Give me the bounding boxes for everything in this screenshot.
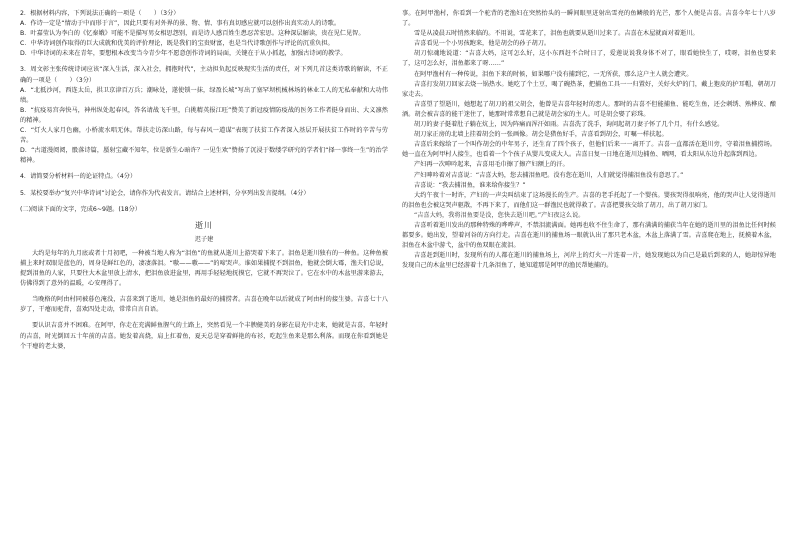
- story-paragraph: 当晚格的阿由村同被暮色淹没，吉喜来到了逝川，她是泪鱼的最好的捕捞者。吉喜在晚年以后就成了阿由村的接生婆。吉喜七十八岁了，干瘪而驼背，喜欢四处走动，常常自言自语。: [20, 296, 388, 314]
- story-paragraph: 事。在阿甲渔村，你看到一个驼背的老渔妇在突然抬头的一瞬间眼里迸射出雪亮的鱼鳞般的光芒，那个人便是吉喜。吉喜今年七十八岁了。: [402, 10, 776, 28]
- question-2-option-d: D．中华诗词的未来在青年，要想根本改变当今青少年不愿意创作诗词的局面，关键在于从小抓起，加强古诗词的教学。: [20, 50, 347, 58]
- story-author: 迟子建: [194, 235, 214, 243]
- story-paragraph: 吉喜看见一个小男孩跑来，他是胡会的孙子胡刀。: [414, 40, 551, 48]
- question-3-option-c: C．“灯火人家月色幽，小桥流水唱无休。帮扶走访深山路，每与春风一道谋”表现了扶贫工作者深入基层开展扶贫工作时的辛苦与劳苦。: [20, 127, 388, 145]
- story-paragraph: 大约是每年的九月底或者十月初吧，一种被当地人称为“泪鱼”的鱼就从逝川上游哭着下来了。泪鱼是逝川独有的一种鱼。这种鱼被捕上来时双眼是蓝色的，周身是鲜红色的，凄凄落泪。“嗷——嗷——”的啼哭声。谁如果捕捉不到泪鱼，他就会倒大霉，渔夫们总说，捉到泪鱼的人家，只要往大木盆里放上清水，把泪鱼放进盆里，再用手轻轻地抚摸它，它就不再哭泣了。它在水中的木盆里游来游去，仿佛得到了意外的温暖，心安理得了。: [20, 249, 388, 288]
- story-paragraph: 胡刀惊魂地说道：“吉喜大妈，这可怎么好，这小东西赶不合时日了，爱莲说说我身体不对了，眼看她快生了，哎呀，泪鱼也要来了，这可怎么好，泪鱼都来了呀……”: [402, 50, 776, 68]
- story-paragraph: 在阿甲渔村有一种传说，泪鱼下来的时候，如果哪户没有捕到它，一无所获，那么这户主人就会遭灾。: [414, 70, 693, 78]
- question-3-stem: 3．周文彰主张传统诗词应该“深入生活，深入社会，拥抱时代”，主动担负起反映现实生活的责任，对下列几首这类诗歌的解读，不正确的一项是（ ）（3分）: [20, 66, 388, 84]
- question-3-option-a: A．“北抵沙河，西连太岳，拱卫京津百万兵；潮咏处，遂使锁一抹，绿盈长城”写出了塞罕坝机械林场的林业工人的无私奉献和大功伟绩。: [20, 86, 388, 104]
- story-paragraph: 吉喜听着逝川发出的那种特殊的哗哗声，不禁泪流满面。她再也收不住生命了，那有满满的捕获当年在她的逝川里的泪鱼比任何时候都要多。她出发，望着河谷的方向行走。吉喜在逝川的捕鱼场一眼就认出了那只老木盆，木盆上落满了雪。吉喜爬在地上，抚摸着木盆，泪鱼在木盆中游弋，盆中的鱼双眼在流泪。: [402, 221, 776, 250]
- question-3-option-d: D．“古道漫阅阅，骰落诗篇，蜃射宝藏不知年，位是新生心暗许？一见生欢”赞扬了沉浸于数缕学研究的学者们“择一事终一生”的治学精神。: [20, 147, 388, 165]
- question-5: 5．某校要举办“复兴中华诗词”讨论会，请你作为代表发言。请结合上述材料，分享列出发言提纲。（4分）: [20, 189, 310, 197]
- story-paragraph: 吉喜望了望逝川，她想起了胡刀的祖父胡会，他曾是吉喜年轻时的恋人。那时的吉喜不但能捕鱼、能吃生鱼，还会刺绣、熟桦皮、酿酒。胡会被吉喜的能干迷住了，她那时常常想自己就是胡会家的主人。可是胡会娶了彩珠。: [402, 100, 776, 118]
- story-paragraph: 胡刀的妻子挺着肚子躺在炕上，因为阵痛而浑汗如雨。吉喜洗了洗手，询问起胡刀妻子怀了几个月，有什么感觉。: [414, 121, 724, 129]
- question-2-option-b: B．叶嘉莹认为李白的《忆秦娥》可能不是描写男女相思怨别，而是诗人感百姓生患忍苦宏思。这种深层解读，贵在见仁见智。: [20, 30, 365, 38]
- story-paragraph: 产妇呻吟着对吉喜说：“吉喜大妈，您去捕泪鱼吧。没有您在逝川，人们就觉得捕泪鱼没有意思了。”: [414, 171, 684, 179]
- question-2-option-a: A．作诗一定是“情动于中而形于言”，因此只要有对外界的景、物、情、事有真切感应就可以创作出真实动人的诗歌。: [20, 20, 341, 28]
- story-title: 逝川: [195, 220, 213, 230]
- story-paragraph: 吉喜赶到逝川时，发现所有的人都在逝川的捕鱼场上，河岸上的灯火一片连着一片，她发现她以为自己是最后到来的人，她却惊异地发现自己的木盆里已经游着十几条泪鱼了，她知道那是阿甲的渔民帮她捕的。: [402, 252, 776, 270]
- question-4: 4．请简要分析材料一的论证特点。（4分）: [20, 173, 137, 181]
- story-quote: “吉喜大妈，我将泪鱼要是没，您快去逝川吧。”产妇夜这么说。: [414, 211, 585, 219]
- story-paragraph: 要认识吉喜并不困难。在阿甲，你走在充满鲜鱼腥气的土路上，突然看见一个丰腴健美的身影在晨光中走来，她就是吉喜，年轻时的吉喜，时光倒回五十年前的吉喜。她发着高烧，肩上扛着鱼，夏天总是穿着鲜艳的布衫，吃起生鱼来是那么利落。而现在你看到她是个干瘪的老太婆，: [20, 322, 388, 350]
- story-paragraph: 吉喜说：“我去捕泪鱼，谁来给你接生？”: [414, 181, 526, 189]
- story-paragraph: 产妇再一次呻吟起来，吉喜用毛巾擦了擦产妇额上的汗。: [414, 161, 569, 169]
- section-heading: (二)阅读下面的文字，完成6~9题。(18分）: [20, 205, 141, 213]
- question-3-option-b: B．“抗疫易宫奔快马，神州纵处起春风，答名请战飞千里，白挑精英报江旺”赞美了新冠疫情防疫战的医务工作者挺身而出、大义凛然的精神。: [20, 106, 388, 124]
- story-paragraph: 吉喜打发胡刀回家去烧一锅热水。她吃了个土豆，喝了碗热茶，把捕鱼工具一一归置好，关好火炉的门，戴上狍皮的护耳帽，朝胡刀家走去。: [402, 80, 776, 98]
- story-paragraph: 胡刀家正房的北墙上挂着胡会的一张画像。胡会是猎鱼好手，吉喜看到胡会，叮嘱一样扶起。: [414, 131, 668, 139]
- story-paragraph: 吉喜后来嫁给了一个叫作胡会的中年男子，还生育了四个孩子，但他们后来一一离开了。吉喜一直都活在逝川旁，守着泪鱼捕捞场。她一直在为阿甲村人接生，也看着一个个孩子从婴儿变成大人。吉喜日复一日地在逝川边捕鱼、晒网，看太阳从东边升起落到西边。: [402, 141, 776, 159]
- story-paragraph: 雪是从凌晨五时悄然来临的。不用说，雪花来了，泪鱼也就要从逝川过来了。吉喜在木屋就面对着逝川。: [414, 30, 699, 38]
- right-column: [402, 9, 776, 271]
- question-2-stem: 2．根据材料内容，下列说法正确的一项是（ ）（3分）: [20, 10, 180, 17]
- left-column: [20, 9, 388, 352]
- story-paragraph: 大约午夜十一时许，产妇的一声尖叫结束了这场漫长的生产。吉喜的老手托起了一个婴孩。婴孩哭得很响亮，他的哭声让人觉得逝川的泪鱼也会被这哭声驱散，不再下来了，而他们这一群渔民也就得救了。吉喜把婴孩交给了胡刀，出了胡刀家门。: [402, 191, 776, 209]
- question-2-option-c: C．中华诗词创作取得的巨大成就和优美的评价理论，既是我们的宝贵财富，也是当代诗歌创作与评论的沉重负担。: [20, 40, 334, 48]
